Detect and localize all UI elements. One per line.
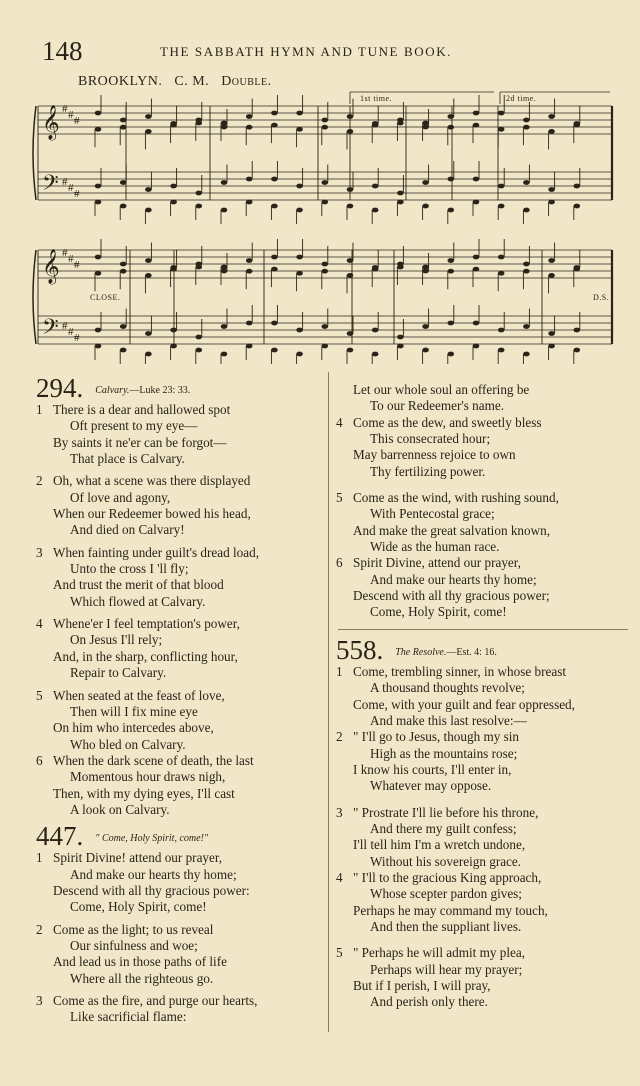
verse-line: Come, Holy Spirit, come!	[70, 899, 207, 915]
note-head	[196, 265, 203, 270]
verse-number: 3	[36, 993, 43, 1008]
verse-line: And make our hearts thy home;	[370, 571, 537, 587]
verse-line: And make the great salvation known,	[353, 522, 551, 538]
verse-line: " I'll to the gracious King approach,	[353, 869, 542, 885]
note-head	[548, 187, 555, 192]
note-head	[95, 328, 102, 333]
note-head	[372, 123, 379, 128]
note-head	[170, 184, 177, 189]
verse	[36, 545, 326, 610]
note-head	[448, 208, 455, 213]
note-head	[448, 269, 455, 274]
note-head	[120, 262, 127, 267]
note-head	[448, 352, 455, 357]
note-head	[145, 331, 152, 336]
note-head	[422, 180, 429, 185]
note-head	[95, 111, 102, 116]
note-head	[296, 111, 303, 116]
note-head	[246, 269, 253, 274]
verse-number: 5	[36, 687, 43, 703]
hymn-reference	[95, 384, 190, 398]
verse-line: By saints it ne'er can be forgot—	[53, 434, 227, 450]
note-head	[548, 200, 555, 205]
verse-line: Where all the righteous go.	[70, 970, 214, 986]
note-head	[196, 348, 203, 353]
note-head	[322, 344, 329, 349]
hymn-number: 447.	[36, 821, 84, 852]
verse-line: Then, with my dying eyes, I'll cast	[53, 785, 235, 801]
running-title: THE SABBATH HYMN AND TUNE BOOK.	[160, 44, 453, 59]
note-head	[196, 191, 203, 196]
note-head	[120, 180, 127, 185]
note-head	[498, 328, 505, 333]
note-head	[548, 273, 555, 278]
verse-line: High as the mountains rose;	[370, 745, 518, 761]
verse-line: Come as the wind, with rushing sound,	[353, 490, 559, 506]
note-head	[271, 255, 278, 260]
note-head	[548, 129, 555, 134]
verse-number: 1	[336, 663, 343, 679]
note-head	[296, 271, 303, 276]
note-head	[372, 267, 379, 272]
note-head	[95, 127, 102, 132]
verse-line: When the dark scene of death, the last	[53, 752, 254, 768]
tune-meter: C. M.	[174, 74, 210, 89]
note-head	[422, 324, 429, 329]
verse-line: Come as the light; to us reveal	[53, 921, 214, 937]
sharp-sign: #	[62, 103, 68, 115]
verse-number: 4	[336, 869, 343, 885]
note-head	[271, 177, 278, 182]
note-head	[397, 191, 404, 196]
music-score	[0, 84, 640, 364]
note-head	[397, 344, 404, 349]
note-head	[422, 265, 429, 270]
note-head	[448, 177, 455, 182]
verse-number: 2	[36, 921, 43, 937]
note-head	[120, 204, 127, 209]
verse-line: That place is Calvary.	[70, 451, 185, 467]
verse-line: " Perhaps he will admit my plea,	[353, 945, 526, 961]
verse-line: And lead us in those paths of life	[53, 954, 227, 970]
note-head	[422, 204, 429, 209]
verse	[336, 805, 628, 870]
verse	[36, 753, 326, 818]
note-head	[145, 187, 152, 192]
note-head	[271, 321, 278, 326]
verse-number: 4	[36, 616, 43, 632]
verse-line: Come, trembling sinner, in whose breast	[353, 663, 566, 679]
verse-line: Let our whole soul an offering be	[353, 382, 530, 397]
note-head	[574, 328, 581, 333]
verse-line: Without his sovereign grace.	[370, 853, 522, 869]
note-head	[246, 177, 253, 182]
note-head	[548, 114, 555, 119]
note-head	[473, 177, 480, 182]
note-head	[473, 111, 480, 116]
note-head	[523, 125, 530, 130]
verse-line: Perhaps he may command my touch,	[353, 902, 548, 918]
hymn-447-continued	[336, 382, 628, 621]
verse-line: And trust the merit of that blood	[53, 577, 224, 593]
note-head	[523, 180, 530, 185]
note-head	[473, 344, 480, 349]
note-head	[95, 184, 102, 189]
note-head	[372, 208, 379, 213]
note-head	[145, 129, 152, 134]
brace	[33, 106, 36, 200]
note-head	[170, 123, 177, 128]
treble-clef: 𝄞	[42, 105, 60, 140]
verse-line: Come as the dew, and sweetly bless	[353, 414, 542, 430]
note-head	[523, 118, 530, 123]
verse	[36, 850, 326, 915]
verse-line: With Pentecostal grace;	[370, 506, 495, 522]
verse-line: Wide as the human race.	[370, 539, 500, 555]
note-head	[221, 324, 228, 329]
verse-line: Spirit Divine, attend our prayer,	[353, 555, 521, 571]
verse-line: Whose scepter pardon gives;	[370, 886, 522, 902]
verse-line: Come, Holy Spirit, come!	[370, 604, 507, 620]
verse-line: Whatever may oppose.	[370, 778, 492, 794]
note-head	[95, 344, 102, 349]
verse-line: Come as the fire, and purge our hearts,	[53, 993, 258, 1008]
note-head	[347, 331, 354, 336]
hymn-scripture: —Est. 4: 16.	[446, 646, 497, 658]
note-head	[347, 273, 354, 278]
bass-clef: 𝄢	[42, 171, 59, 201]
page-number: 148	[42, 36, 83, 66]
note-head	[473, 255, 480, 260]
note-head	[246, 200, 253, 205]
hymn-294	[36, 372, 326, 818]
verse-line: Of love and agony,	[70, 489, 171, 505]
note-head	[246, 114, 253, 119]
note-head	[271, 348, 278, 353]
note-head	[271, 111, 278, 116]
note-head	[347, 258, 354, 263]
verse	[36, 922, 326, 987]
verse	[336, 664, 628, 729]
sharp-sign: #	[74, 188, 80, 200]
verse-line: " Prostrate I'll lie before his throne,	[353, 804, 539, 820]
note-head	[271, 267, 278, 272]
tune-name: BROOKLYN.	[78, 74, 163, 89]
note-head	[322, 118, 329, 123]
hymn-title: The Resolve.	[395, 646, 447, 658]
note-head	[574, 204, 581, 209]
note-head	[196, 121, 203, 126]
note-head	[347, 129, 354, 134]
column-rule	[328, 372, 329, 1032]
note-head	[120, 125, 127, 130]
note-head	[170, 267, 177, 272]
verse-number: 6	[36, 752, 43, 768]
note-head	[296, 184, 303, 189]
second-time-label: 2d time.	[506, 94, 537, 103]
note-head	[221, 208, 228, 213]
verse-line: Unto the cross I 'll fly;	[70, 561, 189, 577]
note-head	[246, 321, 253, 326]
verse-line: " I'll go to Jesus, though my sin	[353, 729, 520, 745]
verse	[36, 688, 326, 753]
verse	[36, 616, 326, 681]
note-head	[170, 200, 177, 205]
verse	[336, 382, 628, 415]
verse-line: When fainting under guilt's dread load,	[53, 544, 259, 560]
verse-number: 3	[336, 804, 343, 820]
note-head	[120, 118, 127, 123]
note-head	[246, 344, 253, 349]
sharp-sign: #	[74, 332, 80, 344]
note-head	[322, 125, 329, 130]
note-head	[95, 255, 102, 260]
verse-line: Who bled on Calvary.	[70, 736, 186, 752]
verse-line: Which flowed at Calvary.	[70, 593, 206, 609]
note-head	[498, 127, 505, 132]
verse-number: 2	[36, 473, 43, 489]
note-head	[498, 111, 505, 116]
sharp-sign: #	[68, 182, 74, 194]
note-head	[322, 269, 329, 274]
note-head	[271, 123, 278, 128]
note-head	[523, 324, 530, 329]
note-head	[448, 114, 455, 119]
note-head	[170, 328, 177, 333]
note-head	[397, 121, 404, 126]
hymn-title: Calvary.	[95, 385, 130, 396]
verse-line: A thousand thoughts revolve;	[370, 680, 525, 696]
verse-line: I'll tell him I'm a wretch undone,	[353, 837, 526, 853]
sharp-sign: #	[68, 109, 74, 121]
note-head	[448, 321, 455, 326]
note-head	[95, 271, 102, 276]
hymn-558	[336, 634, 628, 1011]
verse-line: To our Redeemer's name.	[370, 398, 505, 414]
verse-number: 5	[336, 945, 343, 961]
verse	[336, 729, 628, 794]
note-head	[372, 184, 379, 189]
note-head	[221, 180, 228, 185]
note-head	[145, 352, 152, 357]
note-head	[322, 262, 329, 267]
note-head	[574, 348, 581, 353]
sharp-sign: #	[62, 176, 68, 188]
note-head	[523, 269, 530, 274]
hymn-divider	[338, 629, 628, 630]
verse	[336, 415, 628, 480]
verse-line: Descend with all thy gracious power;	[353, 588, 550, 604]
verse-line: A look on Calvary.	[70, 801, 170, 817]
note-head	[322, 200, 329, 205]
note-head	[221, 352, 228, 357]
verse	[336, 490, 628, 555]
verse-line: Perhaps will hear my prayer;	[370, 961, 523, 977]
verse-line: Thy fertilizing power.	[370, 463, 486, 479]
note-head	[498, 255, 505, 260]
first-time-label: 1st time.	[360, 94, 393, 103]
close-label: CLOSE.	[90, 293, 121, 302]
note-head	[170, 344, 177, 349]
sharp-sign: #	[68, 326, 74, 338]
verse-line: Then will I fix mine eye	[70, 703, 198, 719]
note-head	[473, 123, 480, 128]
note-head	[196, 335, 203, 340]
verse-line: And there my guilt confess;	[370, 820, 517, 836]
note-head	[246, 258, 253, 263]
verse-line: Repair to Calvary.	[70, 665, 167, 681]
note-head	[221, 265, 228, 270]
hymn-number: 294.	[36, 373, 84, 403]
column-left	[36, 372, 326, 1026]
sharp-sign: #	[62, 320, 68, 332]
tune-style: Double.	[221, 74, 272, 89]
note-head	[473, 321, 480, 326]
note-head	[523, 262, 530, 267]
note-head	[498, 184, 505, 189]
verse-number: 3	[36, 544, 43, 560]
sharp-sign: #	[68, 253, 74, 265]
verse-line: May barrenness rejoice to own	[353, 447, 516, 463]
verse-line: And, in the sharp, conflicting hour,	[53, 648, 238, 664]
verse	[36, 402, 326, 467]
verse-line: Oh, what a scene was there displayed	[53, 473, 251, 489]
note-head	[145, 273, 152, 278]
verse	[336, 945, 628, 1010]
note-head	[120, 324, 127, 329]
note-head	[473, 200, 480, 205]
verse-line: This consecrated hour;	[370, 431, 491, 447]
note-head	[246, 125, 253, 130]
verse-number: 6	[336, 555, 343, 571]
bass-clef: 𝄢	[42, 315, 59, 345]
verse-line: And died on Calvary!	[70, 522, 185, 538]
hymn-heading	[336, 634, 628, 664]
hymn-heading	[36, 372, 326, 402]
hymn-title: " Come, Holy Spirit, come!"	[95, 833, 209, 845]
verse-line: And perish only there.	[370, 994, 488, 1010]
note-head	[347, 348, 354, 353]
note-head	[448, 125, 455, 130]
note-head	[498, 271, 505, 276]
note-head	[95, 200, 102, 205]
hymn-scripture: —Luke 23: 33.	[129, 385, 191, 396]
note-head	[574, 123, 581, 128]
note-head	[372, 352, 379, 357]
verse-line: Oft present to my eye—	[70, 418, 198, 434]
verse-line: On Jesus I'll rely;	[70, 632, 163, 648]
column-right	[336, 382, 628, 1011]
note-head	[347, 187, 354, 192]
verse-line: Our sinfulness and woe;	[70, 937, 198, 953]
note-head	[548, 331, 555, 336]
hymn-number: 558.	[336, 634, 384, 665]
note-head	[498, 348, 505, 353]
note-head	[498, 204, 505, 209]
verse-line: Descend with all thy gracious power:	[53, 882, 250, 898]
note-head	[523, 352, 530, 357]
verse-line: Spirit Divine! attend our prayer,	[53, 850, 223, 866]
verse-line: Like sacrificial flame:	[70, 1009, 187, 1025]
note-head	[574, 184, 581, 189]
note-head	[145, 114, 152, 119]
note-head	[271, 204, 278, 209]
hymn-447	[36, 820, 326, 1025]
note-head	[120, 348, 127, 353]
verse-line: When our Redeemer bowed his head,	[53, 506, 251, 522]
ds-label: D.S.	[593, 293, 610, 302]
verse-line: And make this last resolve:—	[370, 712, 527, 728]
verse	[36, 993, 326, 1026]
note-head	[296, 127, 303, 132]
note-head	[448, 258, 455, 263]
note-head	[322, 180, 329, 185]
note-head	[221, 121, 228, 126]
hymn-heading	[36, 820, 326, 850]
verse-line: Momentous hour draws nigh,	[70, 769, 226, 785]
note-head	[548, 258, 555, 263]
verse-line: On him who intercedes above,	[53, 720, 214, 736]
verse-number: 1	[36, 850, 43, 866]
verse-line: But if I perish, I will pray,	[353, 978, 491, 993]
note-head	[296, 208, 303, 213]
sharp-sign: #	[74, 115, 80, 127]
verse	[36, 473, 326, 538]
note-head	[372, 328, 379, 333]
note-head	[145, 258, 152, 263]
verse-number: 1	[36, 402, 43, 417]
verse-number: 5	[336, 490, 343, 506]
verse-line: There is a dear and hallowed spot	[53, 402, 231, 417]
sharp-sign: #	[74, 259, 80, 271]
note-head	[347, 204, 354, 209]
note-head	[347, 114, 354, 119]
note-head	[422, 348, 429, 353]
note-head	[196, 204, 203, 209]
note-head	[473, 267, 480, 272]
verse	[336, 870, 628, 935]
brace	[33, 250, 36, 344]
note-head	[296, 328, 303, 333]
treble-clef: 𝄞	[42, 249, 60, 284]
verse-line: And then the suppliant lives.	[370, 918, 522, 934]
verse	[336, 555, 628, 620]
note-head	[397, 335, 404, 340]
hymn-reference	[395, 646, 497, 660]
verse-number: 4	[336, 414, 343, 430]
note-head	[145, 208, 152, 213]
hymn-reference	[95, 832, 208, 846]
note-head	[397, 200, 404, 205]
verse-line: Come, with your guilt and fear oppressed,	[353, 696, 575, 712]
note-head	[296, 352, 303, 357]
verse-line: Whene'er I feel temptation's power,	[53, 616, 240, 632]
verse-number: 2	[336, 729, 343, 745]
note-head	[574, 267, 581, 272]
note-head	[422, 121, 429, 126]
sharp-sign: #	[62, 247, 68, 259]
note-head	[296, 255, 303, 260]
note-head	[523, 208, 530, 213]
note-head	[397, 265, 404, 270]
note-head	[322, 324, 329, 329]
note-head	[548, 344, 555, 349]
verse-line: I know his courts, I'll enter in,	[353, 761, 512, 777]
verse-line: When seated at the feast of love,	[53, 687, 225, 703]
verse-line: And make our hearts thy home;	[70, 866, 237, 882]
note-head	[120, 269, 127, 274]
